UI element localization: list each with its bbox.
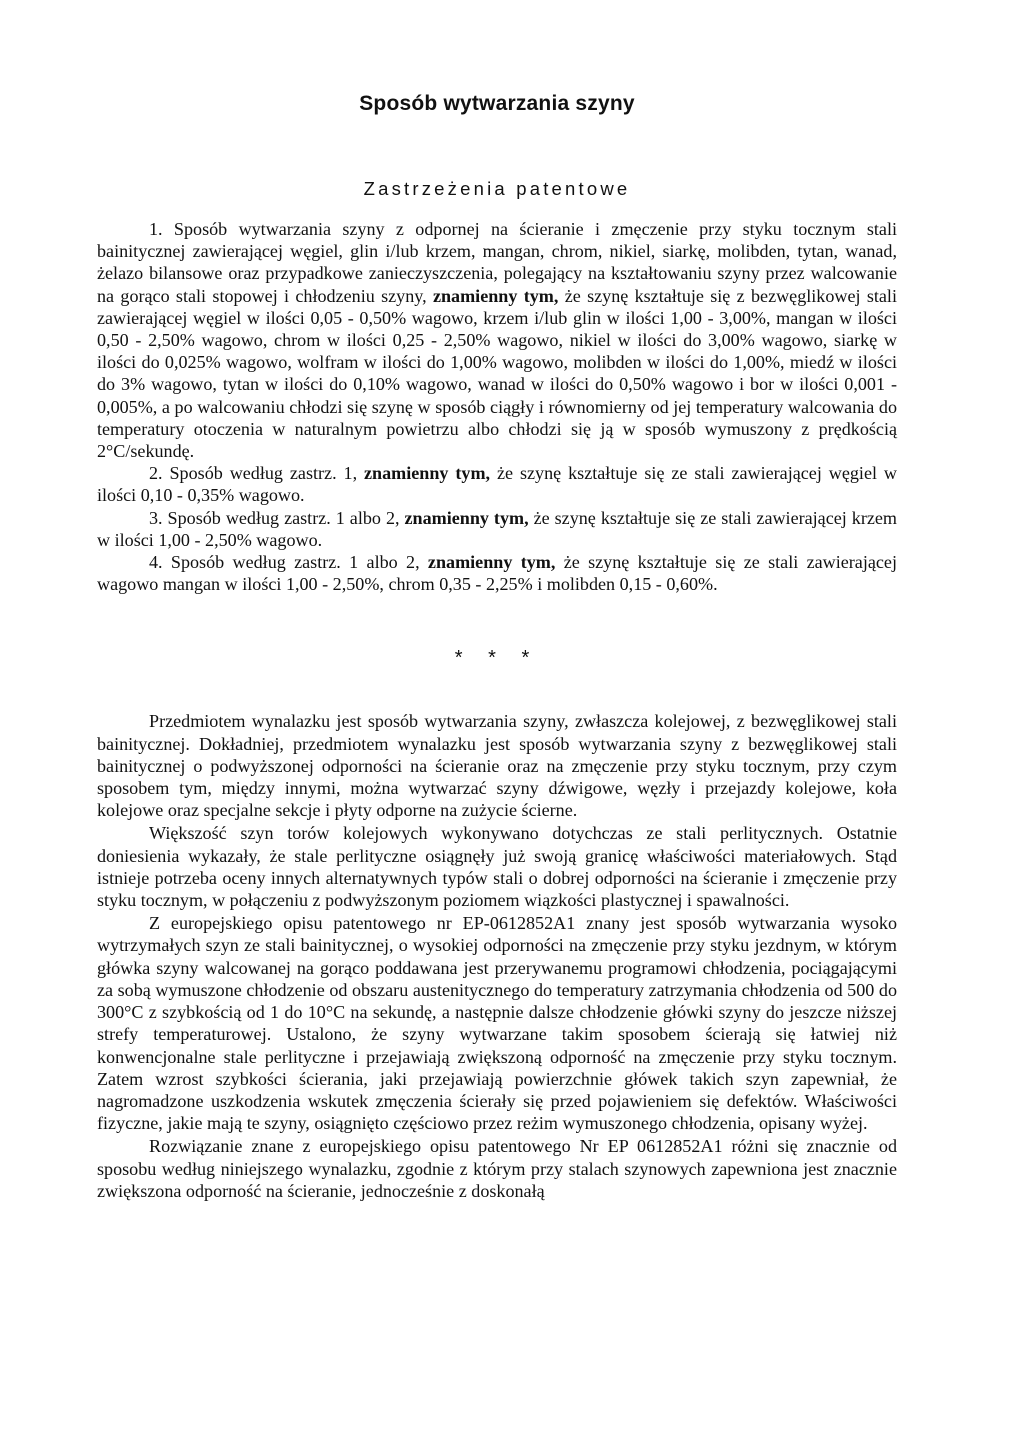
document-title: Sposób wytwarzania szyny [359,92,635,115]
description-paragraph-1: Przedmiotem wynalazku jest sposób wytwarzania szyny, zwłaszcza kolejowej, z bezwęglikowej stali bainitycznej. Dokładniej, przedmiotem wynalazku jest sposób wytwarzania szyny z bezwęglikowej stali bainitycznej o podwyższonej odporności na ścieranie oraz na zmęczenie przy styku tocznym, przy czym sposobem tym, między innymi, można wytwarzać szyny dźwigowe, węzły i przejazdy kolejowe, koła kolejowe oraz specjalne sekcje i płyty odporne na zużycie ścierne. [97,711,897,821]
description-section [97,710,897,1201]
description-paragraph-3: Z europejskiego opisu patentowego nr EP-0612852A1 znany jest sposób wytwarzania wysoko wytrzymałych szyn ze stali bainitycznej, o wysokiej odporności na zmęczenie przy styku jezdnym, w którym główka szyny walcowanej na gorąco poddawana jest przerywanemu programowi chłodzenia, pociągającymi za sobą wymuszone chłodzenie od obszaru austenitycznego do temperatury zatrzymania chłodzenia od 500 do 300°C z szybkością od 1 do 10°C na sekundę, a następnie dalsze chłodzenie główki szyny do jeszcze niższej strefy temperaturowej. Ustalono, że szyny wytwarzane takim sposobem ścierają się łatwiej niż konwencjonalne stale perlityczne i przejawiają zwiększoną odporność na zmęczenie przy styku tocznym. Zatem wzrost szybkości ścierania, jaki przejawiają powierzchnie główek takich szyn zapewniał, że nagromadzone uszkodzenia wskutek zmęczenia ścierały się przed pojawieniem się defektów. Właściwości fizyczne, jakie mają te szyny, osiągnięto częściowo przez reżim wymuszonego chłodzenia, opisany wyżej. [97,913,897,1134]
claim-4: 4. Sposób według zastrz. 1 albo 2, znamienny tym, że szynę kształtuje się ze stali zawierającej wagowo mangan w ilości 1,00 - 2,50%, chrom 0,35 - 2,25% i molibden 0,15 - 0,60%. [97,552,897,595]
description-paragraph-4: Rozwiązanie znane z europejskiego opisu patentowego Nr EP 0612852A1 różni się znacznie od sposobu według niniejszego wynalazku, zgodnie z którym przy stalach szynowych zapewniona jest znacznie zwiększona odporność na ścieranie, jednocześnie z doskonałą [97,1136,897,1201]
claims-section [97,218,897,595]
claim-1: 1. Sposób wytwarzania szyny z odpornej na ścieranie i zmęczenie przy styku tocznym stali bainitycznej zawierającej węgiel, glin i/lub krzem, mangan, chrom, nikiel, siarkę, molibden, tytan, wanad, żelazo bilansowe oraz przypadkowe zanieczyszczenia, polegający na kształtowaniu szyny przez walcowanie na gorąco stali stopowej i chłodzeniu szyny, znamienny tym, że szynę kształtuje się z bezwęglikowej stali zawierającej węgiel w ilości 0,05 - 0,50% wagowo, krzem i/lub glin w ilości 1,00 - 3,00%, mangan w ilości 0,50 - 2,50% wagowo, chrom w ilości 0,25 - 2,50% wagowo, nikiel w ilości do 3,00% wagowo, siarkę w ilości do 0,025% wagowo, wolfram w ilości do 1,00% wagowo, molibden w ilości do 1,00%, miedź w ilości do 3% wagowo, tytan w ilości do 0,10% wagowo, wanad w ilości do 0,50% wagowo i bor w ilości 0,001 - 0,005%, a po walcowaniu chłodzi się szynę w sposób ciągły i równomierny od jej temperatury walcowania do temperatury otoczenia w naturalnym powietrzu albo chłodzi się ją w sposób wymuszony z prędkością 2°C/sekundę. [97,219,897,462]
section-separator: * * * [454,647,540,670]
description-paragraph-2: Większość szyn torów kolejowych wykonywano dotychczas ze stali perlitycznych. Ostatnie doniesienia wykazały, że stale perlityczne osiągnęły już swoją granicę właściwości materiałowych. Stąd istnieje potrzeba oceny innych alternatywnych typów stali o dobrej odporności na ścieranie i zmęczenie przy styku tocznym, w połączeniu z podwyższonym poziomem wiązkości plastycznej i spawalności. [97,823,897,911]
claim-2: 2. Sposób według zastrz. 1, znamienny tym, że szynę kształtuje się ze stali zawierającej węgiel w ilości 0,10 - 0,35% wagowo. [97,463,897,506]
document-page [97,92,897,1203]
claim-3: 3. Sposób według zastrz. 1 albo 2, znamienny tym, że szynę kształtuje się ze stali zawierającej krzem w ilości 1,00 - 2,50% wagowo. [97,507,897,550]
claims-heading: Zastrzeżenia patentowe [363,178,631,199]
